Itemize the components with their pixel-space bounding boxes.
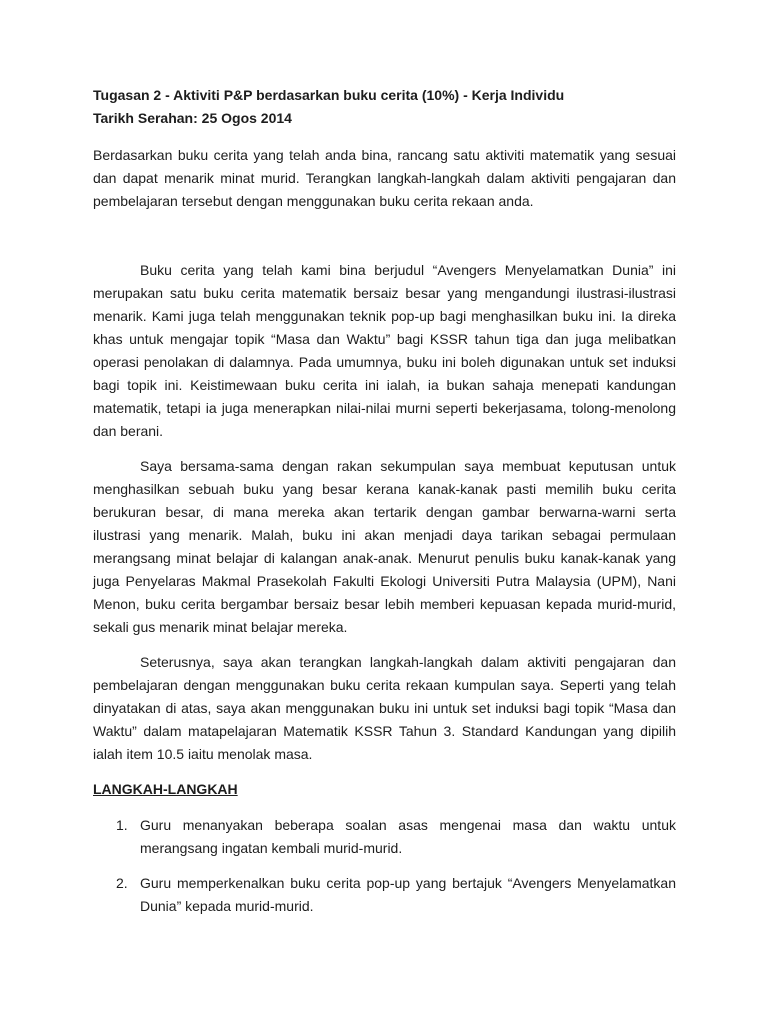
body-paragraph-1 xyxy=(93,259,676,443)
paragraph-line: matematik, tetapi ia juga menerapkan nilai-nilai murni seperti bekerjasama, tolong-menolong xyxy=(93,400,676,416)
paragraph-line: berukuran besar, di mana mereka akan tertarik dengan gambar berwarna-warni serta xyxy=(93,504,676,520)
assignment-title: Tugasan 2 - Aktiviti P&P berdasarkan buku cerita (10%) - Kerja Individu xyxy=(93,87,565,103)
steps-heading: LANGKAH-LANGKAH xyxy=(93,781,238,797)
paragraph-line: merupakan satu buku cerita matematik bersaiz besar yang mengandungi ilustrasi-ilustrasi xyxy=(93,285,676,301)
paragraph-line: dan dapat menarik minat murid. Terangkan langkah-langkah dalam aktiviti pengajaran dan xyxy=(93,170,676,186)
step-line: merangsang ingatan kembali murid-murid. xyxy=(140,840,403,856)
paragraph-line: dan berani. xyxy=(93,423,164,439)
instructions-paragraph xyxy=(93,144,676,213)
paragraph-line: ilustrasi yang menarik. Malah, buku ini akan menjadi daya tarikan sebagai permulaan xyxy=(93,527,676,543)
paragraph-line: juga Penyelaras Makmal Prasekolah Fakulti Ekologi Universiti Putra Malaysia (UPM), Nani xyxy=(93,573,676,589)
paragraph-line: khas untuk mengajar topik “Masa dan Waktu” bagi KSSR tahun tiga dan juga melibatkan xyxy=(93,331,676,347)
paragraph-line: dinyatakan di atas, saya akan menggunakan buku ini untuk set induksi bagi topik “Masa dan xyxy=(93,700,676,716)
paragraph-line: sekali gus menarik minat belajar mereka. xyxy=(93,619,348,635)
step-item-1 xyxy=(93,814,676,860)
paragraph-line: ialah item 10.5 iaitu menolak masa. xyxy=(93,746,313,762)
paragraph-line: pembelajaran tersebut dengan menggunakan buku cerita rekaan anda. xyxy=(93,193,534,209)
paragraph-line: Menon, buku cerita bergambar bersaiz besar lebih memberi kepuasan kepada murid-murid, xyxy=(93,596,676,612)
step-number: 2. xyxy=(116,875,128,891)
paragraph-line: Waktu” dalam matapelajaran Matematik KSSR Tahun 3. Standard Kandungan yang dipilih xyxy=(93,723,676,739)
paragraph-line: menghasilkan sebuah buku yang besar kerana kanak-kanak pasti memilih buku cerita xyxy=(93,481,676,497)
body-paragraph-3 xyxy=(93,651,676,766)
assignment-header xyxy=(93,84,676,130)
step-line: Dunia” kepada murid-murid. xyxy=(140,898,314,914)
paragraph-line: Seterusnya, saya akan terangkan langkah-langkah dalam aktiviti pengajaran dan xyxy=(140,654,676,670)
paragraph-line: menarik. Kami juga telah menggunakan teknik pop-up bagi menghasilkan buku ini. Ia direka xyxy=(93,308,676,324)
step-line: Guru memperkenalkan buku cerita pop-up yang bertajuk “Avengers Menyelamatkan xyxy=(140,875,676,891)
step-item-2 xyxy=(93,872,676,918)
paragraph-line: Berdasarkan buku cerita yang telah anda bina, rancang satu aktiviti matematik yang sesuai xyxy=(93,147,676,163)
paragraph-line: operasi penolakan di dalamnya. Pada umumnya, buku ini boleh digunakan untuk set induksi xyxy=(93,354,676,370)
due-date: Tarikh Serahan: 25 Ogos 2014 xyxy=(93,110,292,126)
paragraph-line: bagi topik ini. Keistimewaan buku cerita ini ialah, ia bukan sahaja menepati kandungan xyxy=(93,377,676,393)
step-number: 1. xyxy=(116,817,128,833)
step-line: Guru menanyakan beberapa soalan asas mengenai masa dan waktu untuk xyxy=(140,817,676,833)
paragraph-line: Buku cerita yang telah kami bina berjudul “Avengers Menyelamatkan Dunia” ini xyxy=(140,262,676,278)
paragraph-line: merangsang minat belajar di kalangan anak-anak. Menurut penulis buku kanak-kanak yang xyxy=(93,550,676,566)
paragraph-line: Saya bersama-sama dengan rakan sekumpulan saya membuat keputusan untuk xyxy=(140,458,676,474)
document-content xyxy=(93,84,676,918)
paragraph-line: pembelajaran dengan menggunakan buku cerita rekaan kumpulan saya. Seperti yang telah xyxy=(93,677,676,693)
body-paragraph-2 xyxy=(93,455,676,639)
